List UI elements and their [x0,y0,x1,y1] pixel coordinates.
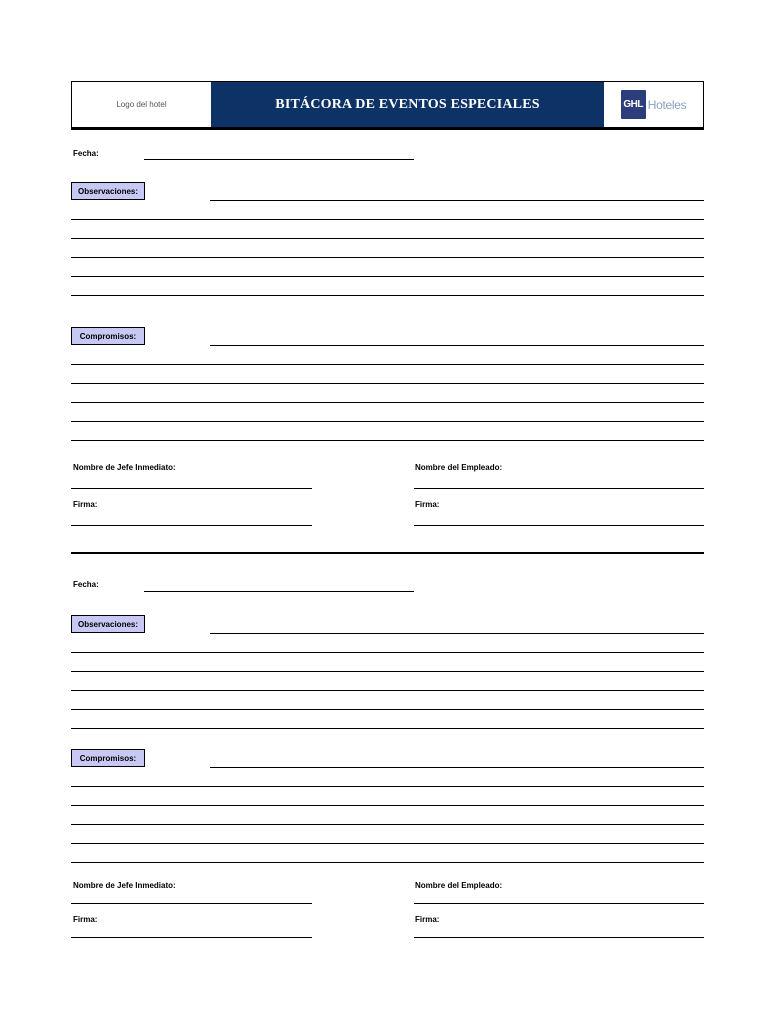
ghl-logo-word: Hoteles [647,97,687,112]
ghl-logo-mark: GHL [621,90,646,119]
compromisos-line[interactable] [71,421,704,422]
empleado-label: Nombre del Empleado: [415,463,503,472]
fecha-field[interactable] [144,591,414,592]
observaciones-tag: Observaciones: [71,182,145,200]
firma-jefe-label: Firma: [73,500,98,509]
empleado-field[interactable] [414,903,704,904]
jefe-label: Nombre de Jefe Inmediato: [73,463,176,472]
firma-empleado-field[interactable] [414,937,704,938]
compromisos-line[interactable] [71,824,704,825]
compromisos-line[interactable] [71,862,704,863]
firma-empleado-label: Firma: [415,915,440,924]
observaciones-line[interactable] [71,709,704,710]
observaciones-line[interactable] [71,690,704,691]
observaciones-line[interactable] [71,257,704,258]
compromisos-line[interactable] [71,402,704,403]
fecha-field[interactable] [144,159,414,160]
compromisos-line[interactable] [71,843,704,844]
jefe-label: Nombre de Jefe Inmediato: [73,881,176,890]
brand-logo [604,82,703,127]
header-rule [71,128,704,130]
compromisos-line[interactable] [210,767,704,768]
form-title: BITÁCORA DE EVENTOS ESPECIALES [211,82,604,127]
observaciones-line[interactable] [71,276,704,277]
observaciones-line[interactable] [210,200,704,201]
form-header [71,81,704,128]
firma-empleado-label: Firma: [415,500,440,509]
compromisos-tag: Compromisos: [71,327,145,345]
firma-jefe-field[interactable] [71,525,312,526]
compromisos-line[interactable] [71,440,704,441]
empleado-field[interactable] [414,488,704,489]
observaciones-tag: Observaciones: [71,615,145,633]
observaciones-line[interactable] [71,295,704,296]
observaciones-line[interactable] [71,671,704,672]
section-divider [71,552,704,554]
compromisos-line[interactable] [71,383,704,384]
observaciones-line[interactable] [71,652,704,653]
observaciones-line[interactable] [71,728,704,729]
hotel-logo-placeholder: Logo del hotel [116,100,167,109]
compromisos-line[interactable] [71,364,704,365]
jefe-field[interactable] [71,488,312,489]
jefe-field[interactable] [71,903,312,904]
firma-empleado-field[interactable] [414,525,704,526]
compromisos-tag: Compromisos: [71,749,145,767]
compromisos-line[interactable] [71,786,704,787]
fecha-label: Fecha: [73,149,99,158]
observaciones-line[interactable] [71,238,704,239]
observaciones-line[interactable] [210,633,704,634]
empleado-label: Nombre del Empleado: [415,881,503,890]
firma-jefe-label: Firma: [73,915,98,924]
firma-jefe-field[interactable] [71,937,312,938]
compromisos-line[interactable] [210,345,704,346]
compromisos-line[interactable] [71,805,704,806]
fecha-label: Fecha: [73,580,99,589]
observaciones-line[interactable] [71,219,704,220]
